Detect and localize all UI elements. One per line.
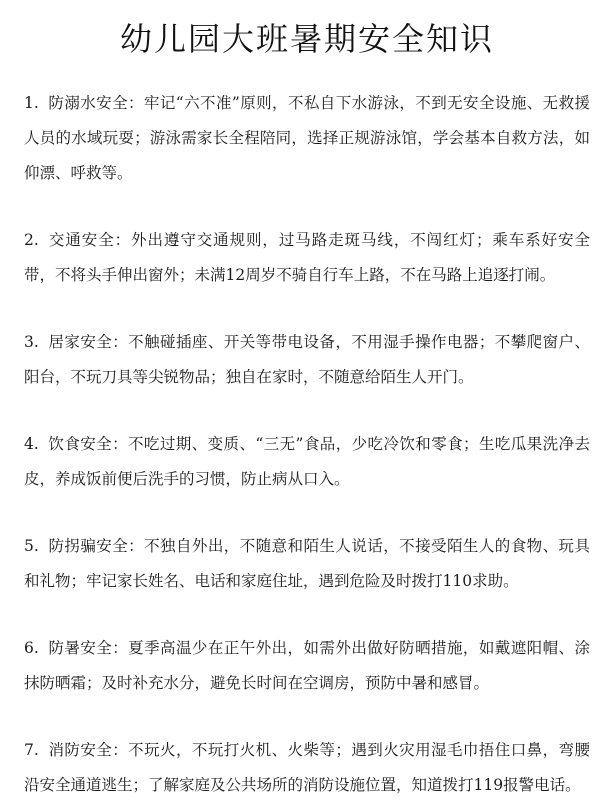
item-text: 居家安全：不触碰插座、开关等带电设备，不用湿手操作电器；不攀爬窗户、阳台，不玩刀具等尖锐物品；独自在家时，不随意给陌生人开门。 xyxy=(24,333,590,386)
item-number: 5. xyxy=(24,537,39,555)
item-number: 1. xyxy=(24,94,39,112)
safety-item-heat xyxy=(24,631,590,701)
item-text: 防拐骗安全：不独自外出，不随意和陌生人说话，不接受陌生人的食物、玩具和礼物；牢记家长姓名、电话和家庭住址，遇到危险及时拨打110求助。 xyxy=(24,537,590,590)
item-number: 6. xyxy=(24,639,39,657)
item-text: 消防安全：不玩火，不玩打火机、火柴等；遇到火灾用湿毛巾捂住口鼻，弯腰沿安全通道逃生；了解家庭及公共场所的消防设施位置，知道拨打119报警电话。 xyxy=(24,741,590,794)
item-text: 防暑安全：夏季高温少在正午外出，如需外出做好防晒措施，如戴遮阳帽、涂抹防晒霜；及时补充水分，避免长时间在空调房，预防中暑和感冒。 xyxy=(24,639,590,692)
item-text: 饮食安全：不吃过期、变质、“三无”食品，少吃冷饮和零食；生吃瓜果洗净去皮，养成饭前便后洗手的习惯，防止病从口入。 xyxy=(24,435,590,488)
safety-item-water xyxy=(24,86,590,191)
item-number: 2. xyxy=(24,231,39,249)
safety-item-food xyxy=(24,427,590,497)
document-title: 幼儿园大班暑期安全知识 xyxy=(119,20,494,58)
safety-list xyxy=(24,86,590,803)
item-text: 防溺水安全：牢记“六不准”原则，不私自下水游泳，不到无安全设施、无救援人员的水域玩耍；游泳需家长全程陪同，选择正规游泳馆，学会基本自救方法，如仰漂、呼救等。 xyxy=(24,94,590,182)
safety-item-traffic xyxy=(24,223,590,293)
item-text: 交通安全：外出遵守交通规则，过马路走斑马线，不闯红灯；乘车系好安全带，不将头手伸出窗外；未满12周岁不骑自行车上路，不在马路上追逐打闹。 xyxy=(24,231,590,284)
safety-item-fire xyxy=(24,733,590,803)
item-number: 4. xyxy=(24,435,39,453)
safety-item-abduction xyxy=(24,529,590,599)
safety-item-home xyxy=(24,325,590,395)
item-number: 7. xyxy=(24,741,39,759)
item-number: 3. xyxy=(24,333,39,351)
